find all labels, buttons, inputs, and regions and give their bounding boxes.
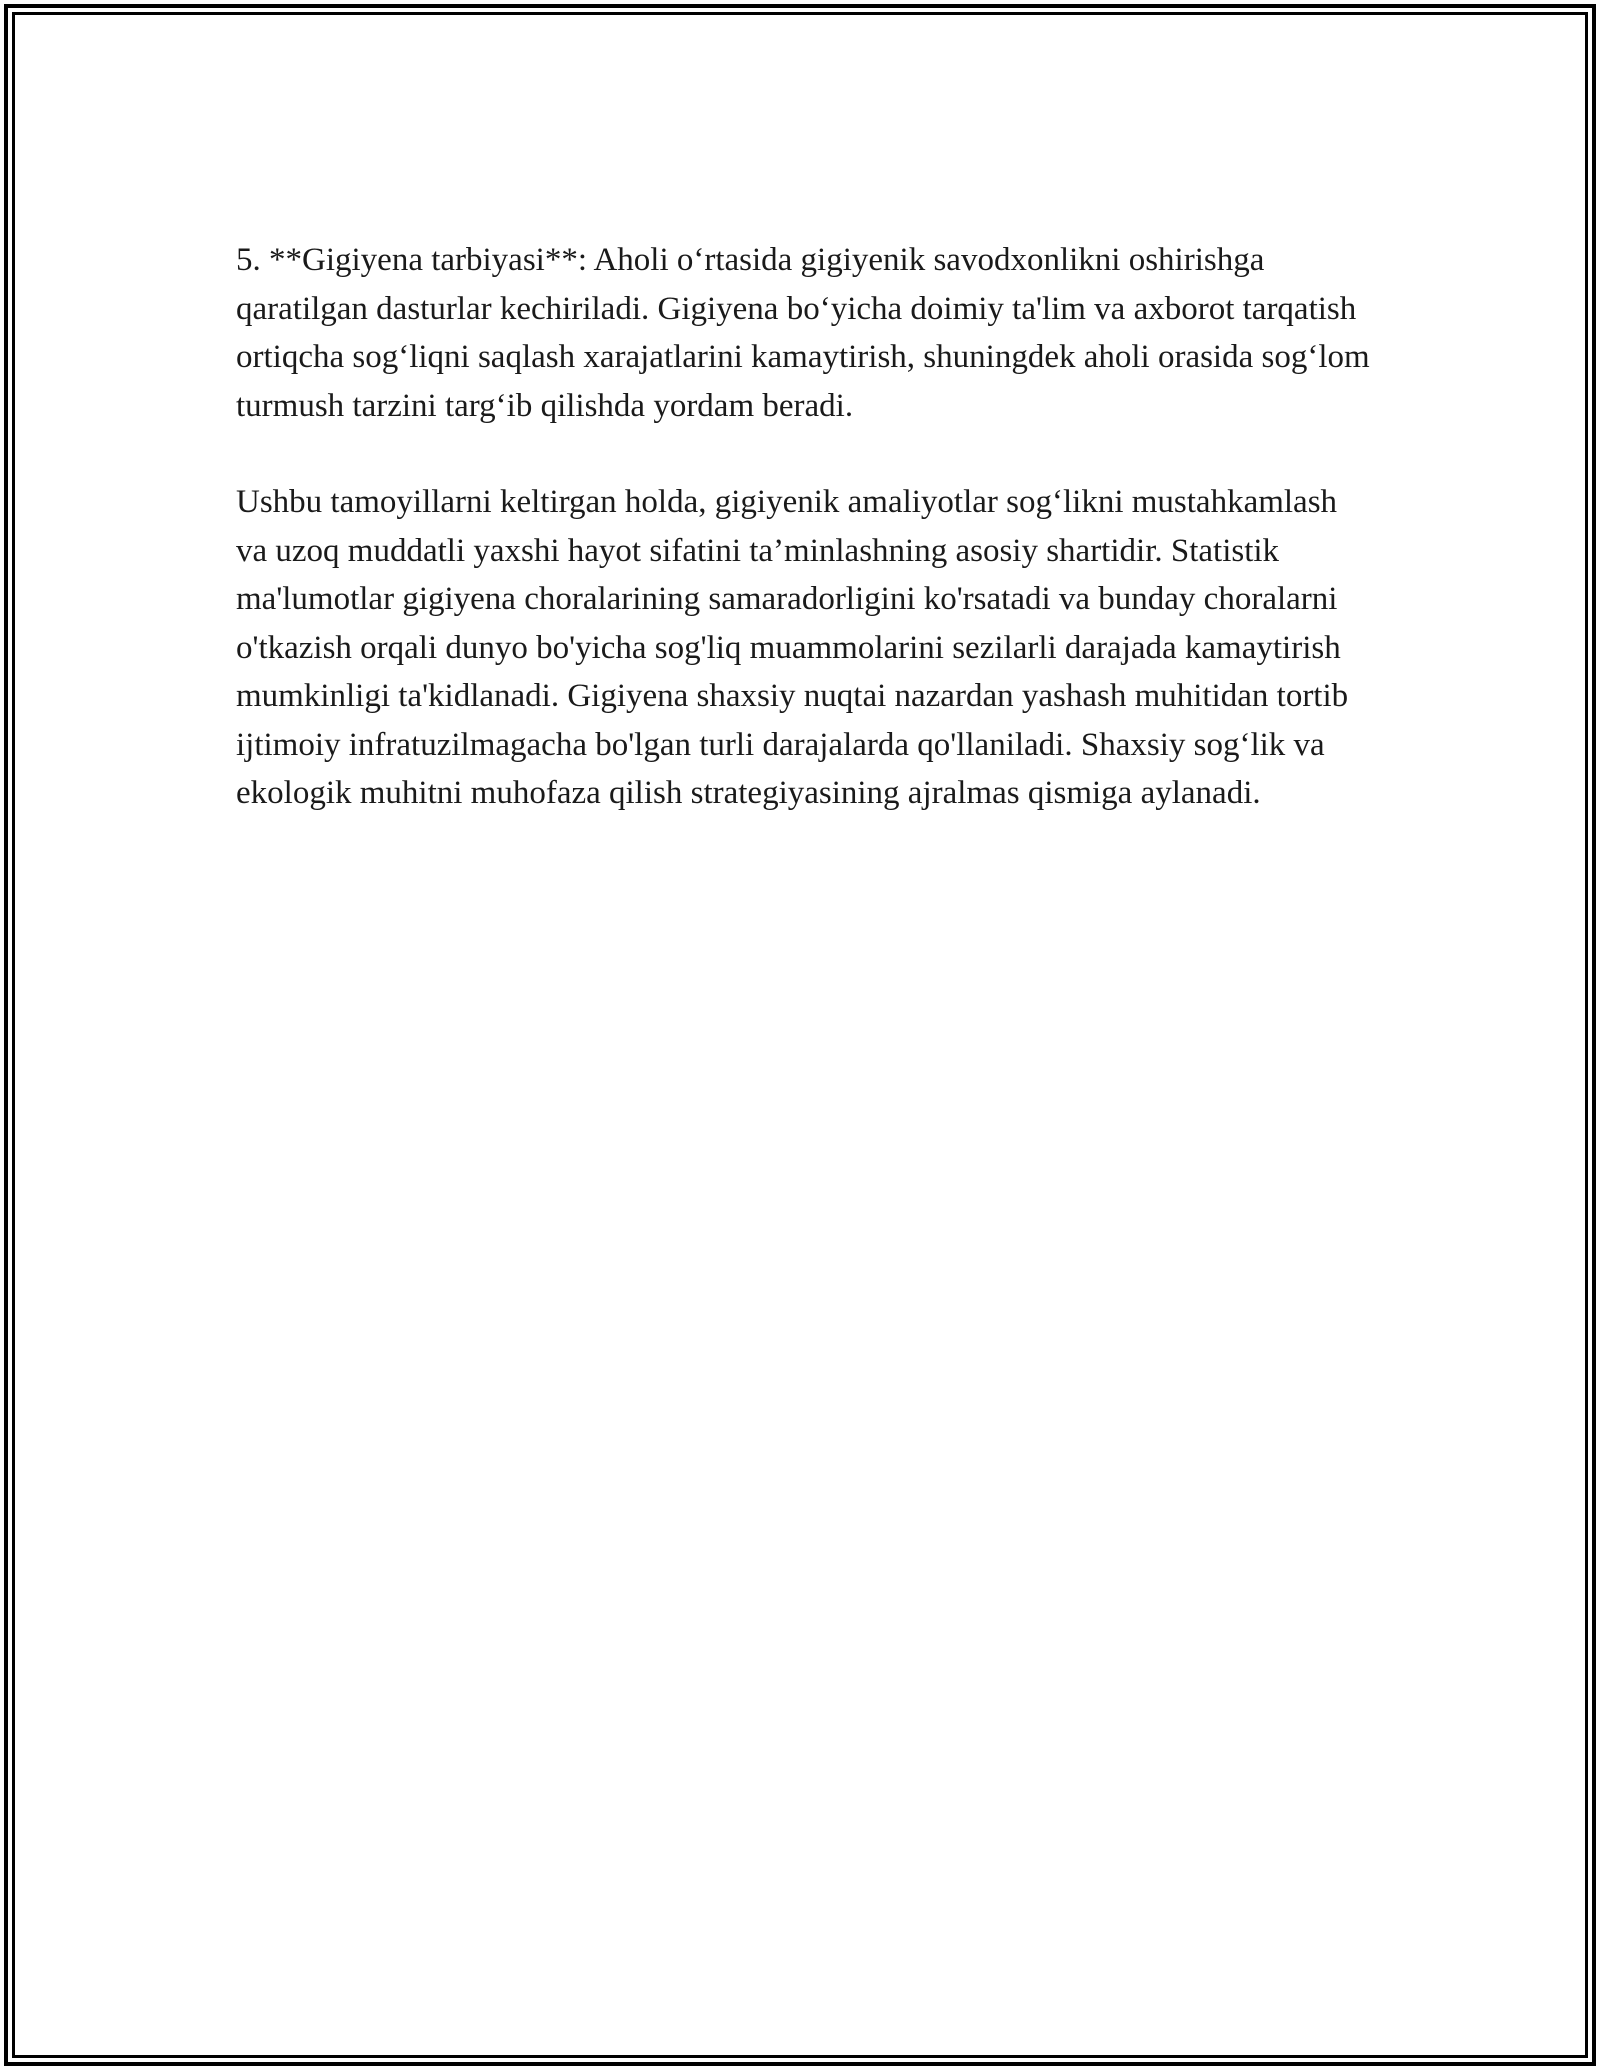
paragraph-hygiene-education: 5. **Gigiyena tarbiyasi**: Aholi o‘rtasida gigiyenik savodxonlikni oshirishga qaratilgan dasturlar kechiriladi. Gigiyena bo‘yicha doimiy ta'lim va axborot tarqatish ortiqcha sog‘liqni saqlash xarajatlarini kamaytirish, shuningdek aholi orasida sog‘lom turmush tarzini targ‘ib qilishda yordam beradi.: [236, 242, 1370, 424]
document-body: [236, 236, 1376, 866]
paragraph-conclusion: Ushbu tamoyillarni keltirgan holda, gigiyenik amaliyotlar sog‘likni mustahkamlash va uzoq muddatli yaxshi hayot sifatini ta’minlashning asosiy shartidir. Statistik ma'lumotlar gigiyena choralarining samaradorligini ko'rsatadi va bunday choralarni o'tkazish orqali dunyo bo'yicha sog'liq muammolarini sezilarli darajada kamaytirish mumkinligi ta'kidlanadi. Gigiyena shaxsiy nuqtai nazardan yashash muhitidan tortib ijtimoiy infratuzilmagacha bo'lgan turli darajalarda qo'llaniladi. Shaxsiy sog‘lik va ekologik muhitni muhofaza qilish strategiyasining ajralmas qismiga aylanadi.: [236, 484, 1349, 811]
